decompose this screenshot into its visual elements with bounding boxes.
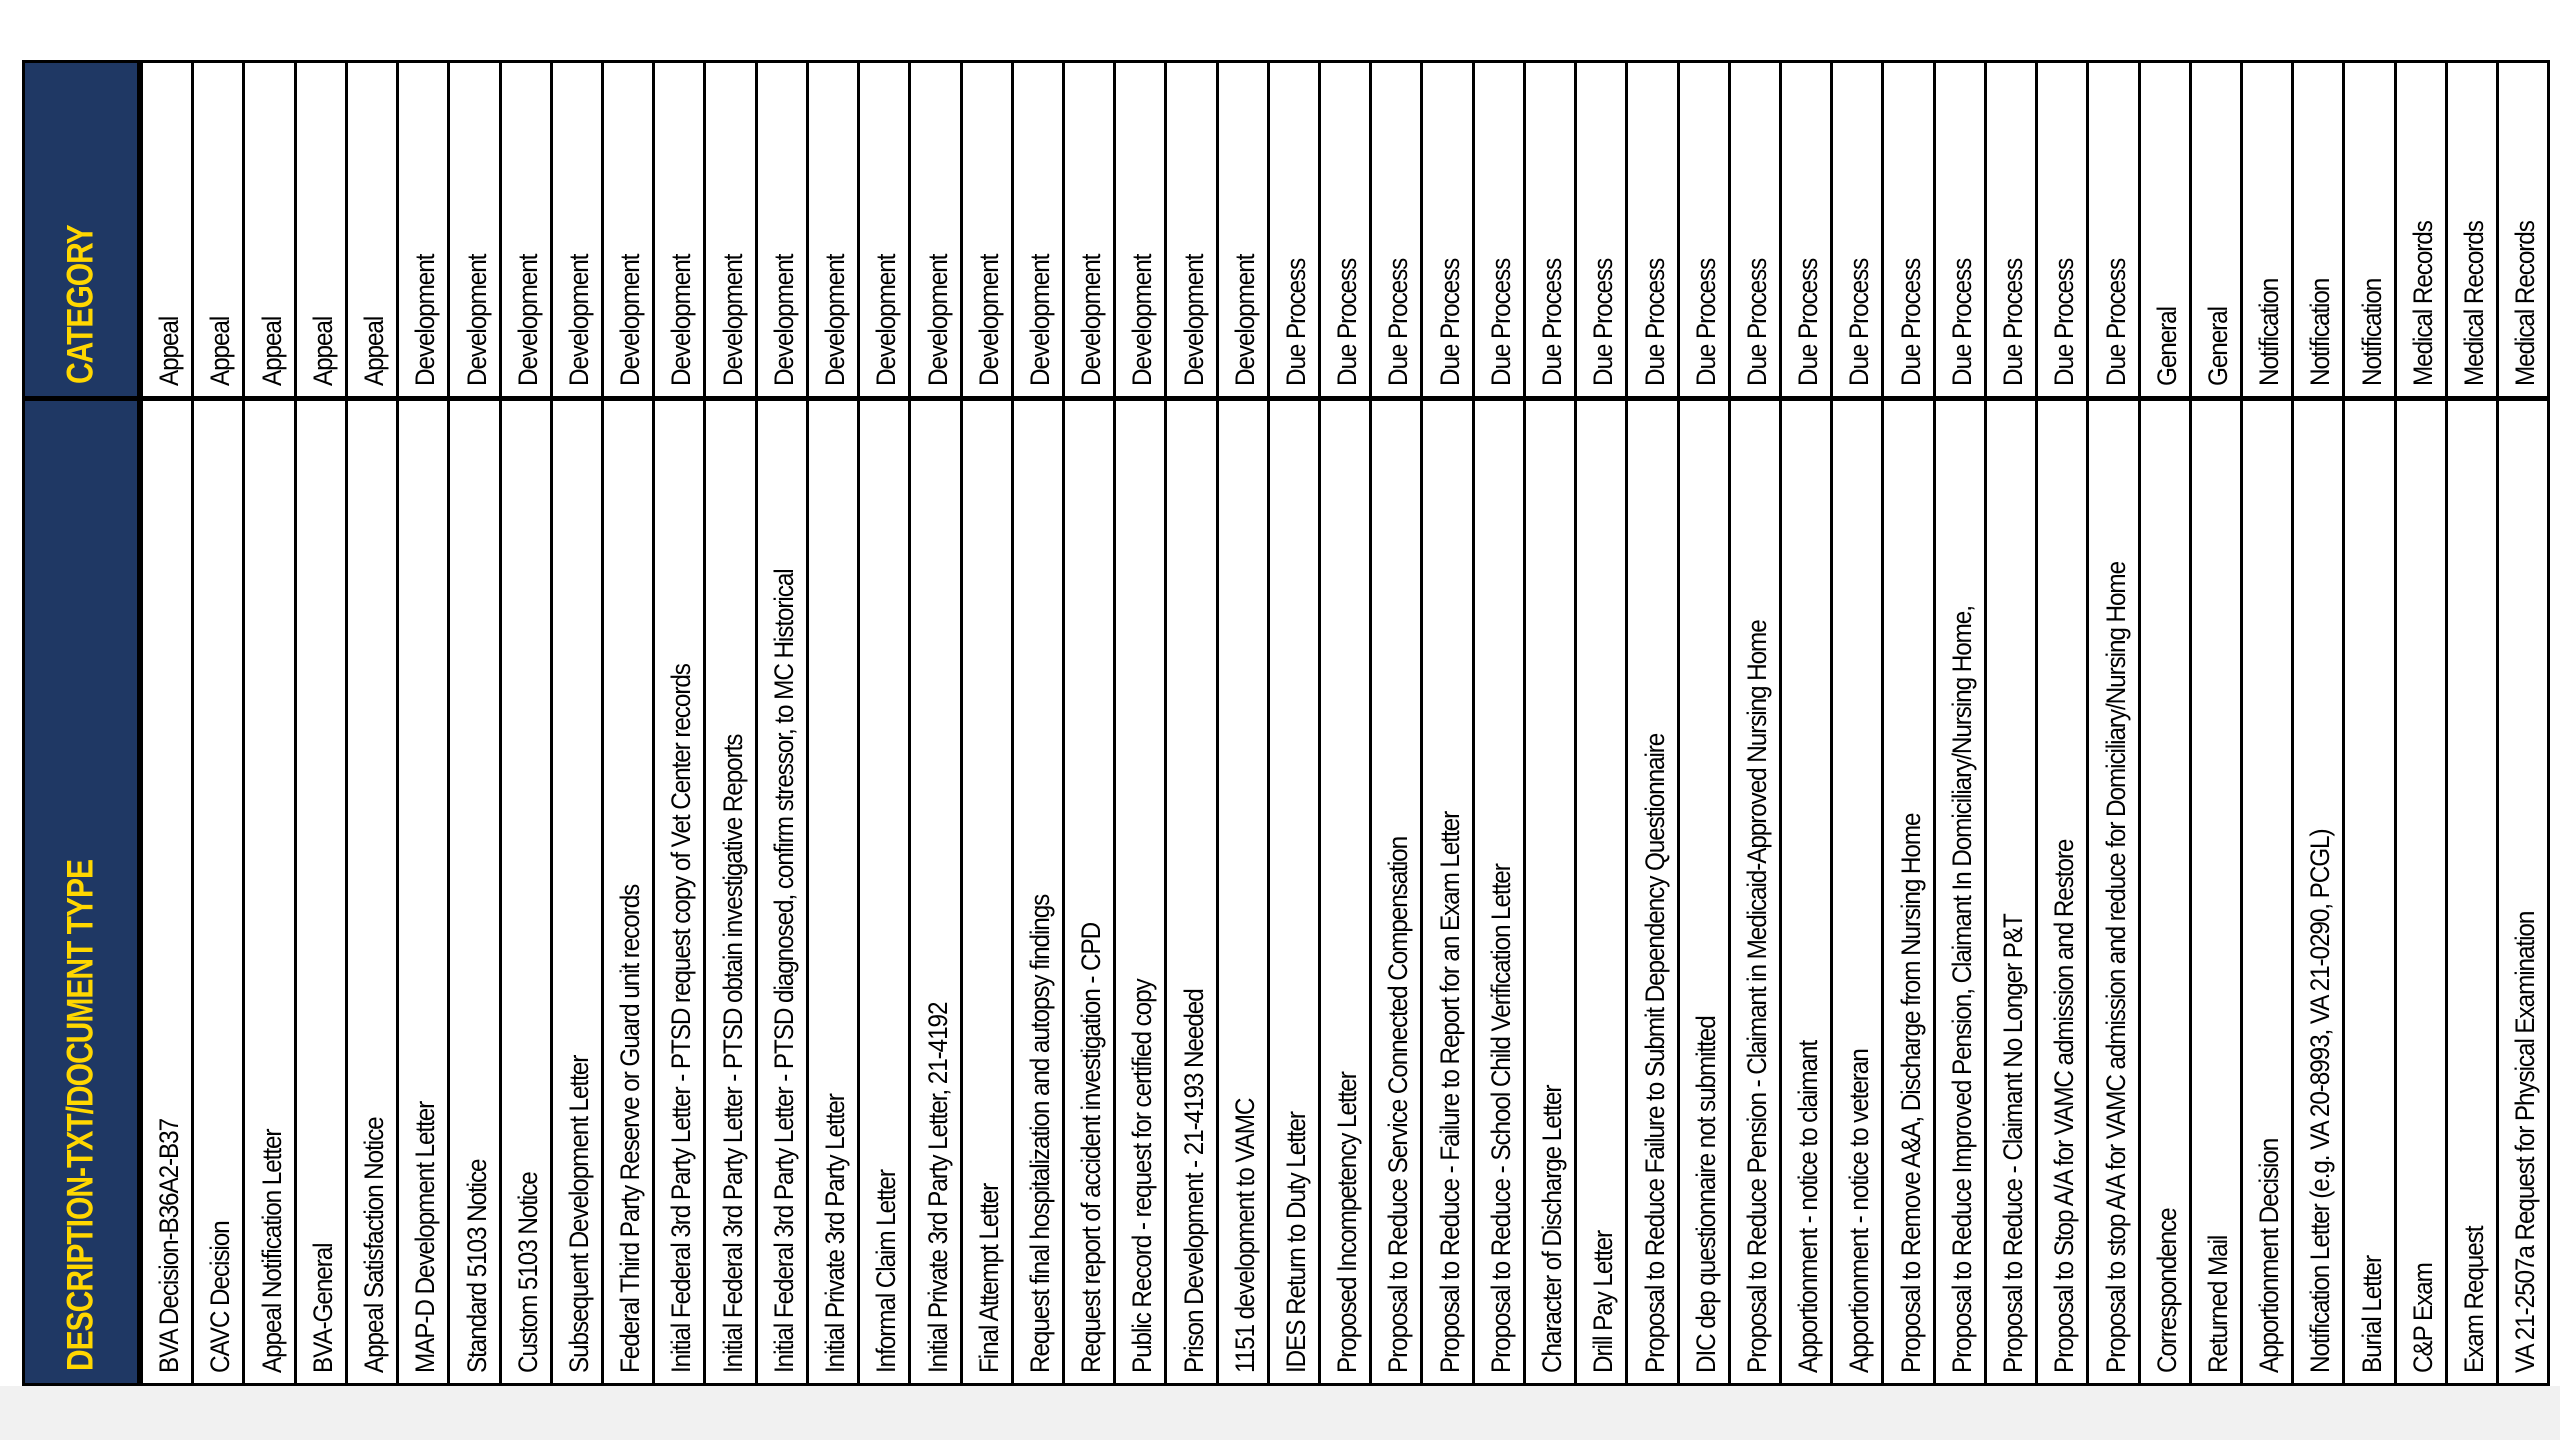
- category-text: Development: [1229, 254, 1260, 386]
- description-text: Character of Discharge Letter: [1537, 1085, 1568, 1373]
- description-cell: [2294, 396, 2342, 1383]
- category-text: Due Process: [1998, 258, 2029, 386]
- table-row: [1423, 63, 1474, 1383]
- category-cell: [2448, 63, 2496, 396]
- description-text: MAP-D Development Letter: [410, 1101, 441, 1373]
- header-description: DESCRIPTION-TXT/DOCUMENT TYPE: [22, 396, 151, 1383]
- table-row: [2294, 63, 2345, 1383]
- table-row: [450, 63, 501, 1383]
- description-text: Proposal to Remove A&A, Discharge from Nursing Home: [1895, 813, 1926, 1373]
- category-cell: [1167, 63, 1215, 396]
- description-cell: [1065, 396, 1113, 1383]
- category-text: Appeal: [205, 316, 236, 386]
- category-cell: [809, 63, 857, 396]
- description-cell: [1782, 396, 1830, 1383]
- category-cell: [2243, 63, 2291, 396]
- table-row: [1833, 63, 1884, 1383]
- category-text: Due Process: [1332, 258, 1363, 386]
- category-cell: [1270, 63, 1318, 396]
- category-text: Due Process: [1588, 258, 1619, 386]
- table-row: [2345, 63, 2396, 1383]
- category-cell: [2141, 63, 2189, 396]
- description-text: Proposal to Reduce - Failure to Report for an Exam Letter: [1434, 811, 1465, 1373]
- description-cell: [399, 396, 447, 1383]
- category-cell: [1628, 63, 1676, 396]
- category-text: Notification: [2356, 278, 2387, 386]
- description-text: Drill Pay Letter: [1588, 1230, 1619, 1373]
- category-cell: [1475, 63, 1523, 396]
- category-cell: [1936, 63, 1984, 396]
- table-row: [1526, 63, 1577, 1383]
- table-row: [655, 63, 706, 1383]
- description-text: Request report of accident investigation - CPD: [1076, 922, 1107, 1373]
- category-cell: [2192, 63, 2240, 396]
- table-row: [1219, 63, 1270, 1383]
- category-text: Due Process: [1434, 258, 1465, 386]
- table-row: [1680, 63, 1731, 1383]
- description-cell: [2192, 396, 2240, 1383]
- description-text: Initial Federal 3rd Party Letter - PTSD obtain investigative Reports: [717, 734, 748, 1373]
- category-cell: [502, 63, 550, 396]
- description-cell: [706, 396, 754, 1383]
- category-text: Development: [717, 254, 748, 386]
- description-text: DIC dep questionnaire not submitted: [1690, 1016, 1721, 1373]
- table-header-row: [25, 63, 143, 1383]
- table-row: [860, 63, 911, 1383]
- description-cell: [1526, 396, 1574, 1383]
- category-cell: [655, 63, 703, 396]
- description-cell: [1731, 396, 1779, 1383]
- description-text: C&P Exam: [2407, 1263, 2438, 1373]
- category-text: Development: [410, 254, 441, 386]
- table-row: [1987, 63, 2038, 1383]
- table-row: [1628, 63, 1679, 1383]
- table-row: [1936, 63, 1987, 1383]
- table-row: [1884, 63, 1935, 1383]
- description-cell: [655, 396, 703, 1383]
- description-text: Proposal to Reduce - Claimant No Longer P&T: [1998, 914, 2029, 1373]
- table-row: [1475, 63, 1526, 1383]
- description-text: Proposal to Reduce Failure to Submit Dependency Questionnaire: [1639, 733, 1670, 1373]
- description-text: Prison Development - 21-4193 Needed: [1178, 989, 1209, 1373]
- category-cell: [1372, 63, 1420, 396]
- description-cell: [2141, 396, 2189, 1383]
- description-cell: [1577, 396, 1625, 1383]
- table-row: [1270, 63, 1321, 1383]
- table-row: [809, 63, 860, 1383]
- description-cell: [1219, 396, 1267, 1383]
- table-row: [758, 63, 809, 1383]
- description-text: Returned Mail: [2202, 1235, 2233, 1373]
- description-text: Public Record - request for certified copy: [1127, 979, 1158, 1373]
- category-text: Development: [1076, 254, 1107, 386]
- table-row: [963, 63, 1014, 1383]
- table-row: [1577, 63, 1628, 1383]
- description-text: Proposal to Reduce Improved Pension, Claimant In Domiciliary/Nursing Home,: [1946, 606, 1977, 1373]
- table-row: [2089, 63, 2140, 1383]
- category-cell: [2294, 63, 2342, 396]
- description-cell: [1680, 396, 1728, 1383]
- category-cell: [1884, 63, 1932, 396]
- description-cell: [1884, 396, 1932, 1383]
- category-text: Medical Records: [2510, 221, 2541, 386]
- category-cell: [1321, 63, 1369, 396]
- description-cell: [2448, 396, 2496, 1383]
- category-text: Due Process: [1485, 258, 1516, 386]
- table-row: [2141, 63, 2192, 1383]
- description-cell: [450, 396, 498, 1383]
- table-row: [297, 63, 348, 1383]
- table-body: [143, 63, 2547, 1383]
- description-text: Initial Private 3rd Party Letter: [820, 1094, 851, 1373]
- category-text: Appeal: [154, 316, 185, 386]
- table-row: [553, 63, 604, 1383]
- category-text: Development: [512, 254, 543, 386]
- description-text: Notification Letter (e.g. VA 20-8993, VA 21-0290, PCGL): [2305, 829, 2336, 1373]
- category-text: Appeal: [307, 316, 338, 386]
- category-text: Due Process: [2100, 258, 2131, 386]
- description-text: Final Attempt Letter: [973, 1183, 1004, 1373]
- description-text: Custom 5103 Notice: [512, 1172, 543, 1373]
- category-cell: [2038, 63, 2086, 396]
- description-cell: [1475, 396, 1523, 1383]
- description-text: BVA Decision-B36A2-B37: [154, 1118, 185, 1373]
- category-cell: [1731, 63, 1779, 396]
- description-cell: [245, 396, 293, 1383]
- table-row: [1321, 63, 1372, 1383]
- category-cell: [1526, 63, 1574, 396]
- description-cell: [1270, 396, 1318, 1383]
- description-text: Request final hospitalization and autopsy findings: [1024, 894, 1055, 1373]
- description-text: Proposal to Reduce Pension - Claimant in Medicaid-Approved Nursing Home: [1742, 620, 1772, 1373]
- description-cell: [348, 396, 396, 1383]
- category-cell: [1116, 63, 1164, 396]
- category-text: Development: [820, 254, 851, 386]
- category-cell: [2089, 63, 2137, 396]
- category-cell: [1987, 63, 2035, 396]
- description-cell: [2243, 396, 2291, 1383]
- category-text: Due Process: [2049, 258, 2080, 386]
- table-row: [502, 63, 553, 1383]
- category-text: Notification: [2254, 278, 2285, 386]
- table-row: [348, 63, 399, 1383]
- category-text: Due Process: [1690, 258, 1721, 386]
- description-text: Proposal to Reduce Service Connected Compensation: [1383, 836, 1414, 1373]
- description-cell: [758, 396, 806, 1383]
- category-cell: [2397, 63, 2445, 396]
- description-cell: [1014, 396, 1062, 1383]
- category-text: Development: [615, 254, 646, 386]
- description-cell: [604, 396, 652, 1383]
- description-cell: [194, 396, 242, 1383]
- category-cell: [758, 63, 806, 396]
- category-cell: [963, 63, 1011, 396]
- category-text: Due Process: [1537, 258, 1568, 386]
- description-cell: [860, 396, 908, 1383]
- description-cell: [911, 396, 959, 1383]
- category-cell: [1014, 63, 1062, 396]
- description-cell: [1321, 396, 1369, 1383]
- description-cell: [1936, 396, 1984, 1383]
- table-row: [911, 63, 962, 1383]
- description-text: Initial Federal 3rd Party Letter - PTSD request copy of Vet Center records: [666, 664, 697, 1373]
- category-cell: [348, 63, 396, 396]
- table-row: [2499, 63, 2547, 1383]
- category-text: Medical Records: [2407, 221, 2438, 386]
- description-cell: [1116, 396, 1164, 1383]
- table-row: [2397, 63, 2448, 1383]
- description-cell: [1987, 396, 2035, 1383]
- table-row: [245, 63, 296, 1383]
- category-text: Due Process: [1844, 258, 1875, 386]
- table-row: [1782, 63, 1833, 1383]
- description-text: Appeal Notification Letter: [256, 1129, 287, 1373]
- table-row: [1167, 63, 1218, 1383]
- description-cell: [809, 396, 857, 1383]
- table-row: [604, 63, 655, 1383]
- category-cell: [860, 63, 908, 396]
- description-text: CAVC Decision: [205, 1221, 236, 1373]
- description-cell: [1167, 396, 1215, 1383]
- category-cell: [604, 63, 652, 396]
- description-text: Initial Federal 3rd Party Letter - PTSD diagnosed, confirm stressor, to MC Historical: [768, 569, 799, 1373]
- category-cell: [1680, 63, 1728, 396]
- description-text: Subsequent Development Letter: [563, 1055, 594, 1373]
- description-cell: [297, 396, 345, 1383]
- table-row: [1065, 63, 1116, 1383]
- description-text: Exam Request: [2459, 1226, 2490, 1373]
- category-text: General: [2151, 307, 2182, 386]
- description-cell: [2089, 396, 2137, 1383]
- category-text: Notification: [2305, 278, 2336, 386]
- category-cell: [399, 63, 447, 396]
- table-row: [2038, 63, 2089, 1383]
- description-text: BVA-General: [307, 1243, 338, 1373]
- category-cell: [1219, 63, 1267, 396]
- category-cell: [1065, 63, 1113, 396]
- category-text: Development: [1024, 254, 1055, 386]
- category-text: Development: [973, 254, 1004, 386]
- category-text: Due Process: [1793, 258, 1824, 386]
- description-text: Federal Third Party Reserve or Guard unit records: [615, 884, 646, 1373]
- description-text: Apportionment - notice to veteran: [1844, 1049, 1875, 1373]
- description-cell: [2038, 396, 2086, 1383]
- table-viewport: [22, 60, 2550, 1386]
- description-text: Apportionment - notice to claimant: [1793, 1040, 1824, 1373]
- category-text: Development: [1127, 254, 1158, 386]
- description-cell: [2397, 396, 2445, 1383]
- category-text: Development: [461, 254, 492, 386]
- description-cell: [553, 396, 601, 1383]
- description-cell: [2345, 396, 2393, 1383]
- description-text: Apportionment Decision: [2254, 1138, 2285, 1373]
- description-text: Correspondence: [2151, 1208, 2182, 1373]
- category-cell: [706, 63, 754, 396]
- category-cell: [911, 63, 959, 396]
- table-row: [399, 63, 450, 1383]
- category-text: Development: [1178, 254, 1209, 386]
- table-row: [706, 63, 757, 1383]
- category-cell: [1577, 63, 1625, 396]
- category-text: Due Process: [1946, 258, 1977, 386]
- description-text: Informal Claim Letter: [871, 1170, 902, 1373]
- category-text: Medical Records: [2459, 221, 2490, 386]
- table-row: [1731, 63, 1782, 1383]
- description-text: IDES Return to Duty Letter: [1281, 1112, 1312, 1373]
- category-cell: [1782, 63, 1830, 396]
- category-text: Development: [768, 254, 799, 386]
- description-cell: [2499, 396, 2547, 1383]
- description-text: Appeal Satisfaction Notice: [359, 1117, 390, 1373]
- category-text: Development: [666, 254, 697, 386]
- description-text: Initial Private 3rd Party Letter, 21-4192: [922, 1002, 953, 1373]
- table-row: [1116, 63, 1167, 1383]
- description-text: Standard 5103 Notice: [461, 1159, 492, 1373]
- description-text: Proposal to Stop A/A for VAMC admission and Restore: [2049, 839, 2080, 1373]
- category-cell: [2345, 63, 2393, 396]
- table-row: [1372, 63, 1423, 1383]
- category-text: Due Process: [1895, 258, 1926, 386]
- description-cell: [963, 396, 1011, 1383]
- category-text: Due Process: [1281, 258, 1312, 386]
- category-text: Due Process: [1742, 258, 1772, 386]
- page-bottom-margin: [0, 1386, 2560, 1440]
- description-cell: [1628, 396, 1676, 1383]
- category-cell: [297, 63, 345, 396]
- category-text: Development: [563, 254, 594, 386]
- description-text: Proposal to stop A/A for VAMC admission and reduce for Domiciliary/Nursing Home: [2100, 561, 2131, 1373]
- category-cell: [553, 63, 601, 396]
- category-text: Due Process: [1383, 258, 1414, 386]
- table-row: [2448, 63, 2499, 1383]
- category-cell: [2499, 63, 2547, 396]
- category-text: Development: [922, 254, 953, 386]
- category-text: Development: [871, 254, 902, 386]
- description-text: VA 21-2507a Request for Physical Examination: [2510, 911, 2541, 1373]
- category-cell: [450, 63, 498, 396]
- description-text: Proposal to Reduce - School Child Verification Letter: [1485, 864, 1516, 1373]
- description-text: 1151 development to VAMC: [1229, 1098, 1260, 1373]
- table-row: [1014, 63, 1065, 1383]
- table-row: [2192, 63, 2243, 1383]
- document-type-table: [22, 60, 2550, 1386]
- description-cell: [1833, 396, 1881, 1383]
- description-cell: [1372, 396, 1420, 1383]
- table-row: [194, 63, 245, 1383]
- description-text: Burial Letter: [2356, 1256, 2387, 1373]
- description-text: Proposed Incompetency Letter: [1332, 1072, 1363, 1373]
- description-cell: [502, 396, 550, 1383]
- category-text: Due Process: [1639, 258, 1670, 386]
- category-cell: [1423, 63, 1471, 396]
- category-cell: [1833, 63, 1881, 396]
- header-category: CATEGORY: [59, 225, 101, 384]
- category-text: Appeal: [256, 316, 287, 386]
- category-cell: [194, 63, 242, 396]
- category-cell: [245, 63, 293, 396]
- table-row: [2243, 63, 2294, 1383]
- description-cell: [1423, 396, 1471, 1383]
- category-text: Appeal: [359, 316, 390, 386]
- category-text: General: [2202, 307, 2233, 386]
